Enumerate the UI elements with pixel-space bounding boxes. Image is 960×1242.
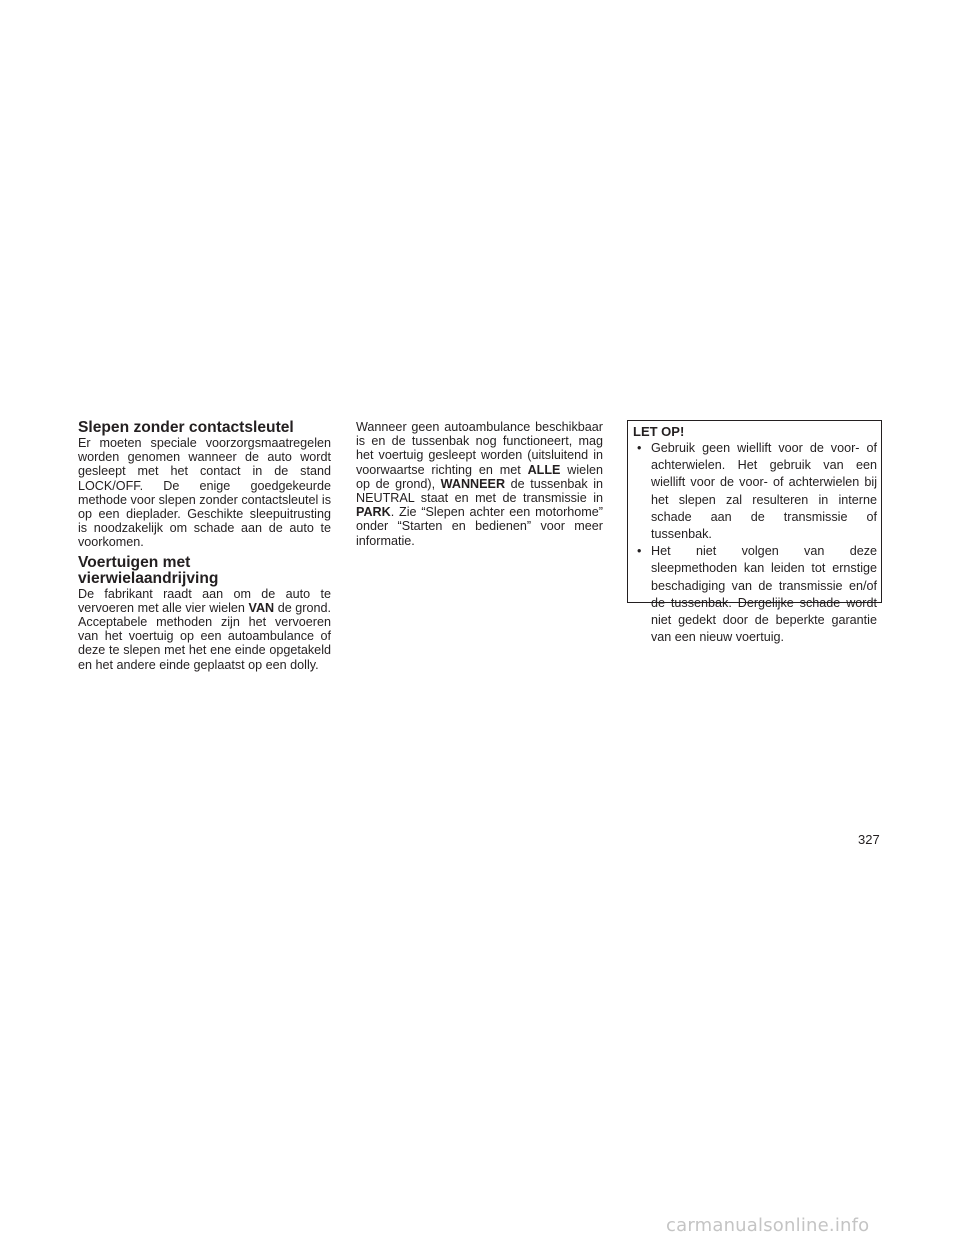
- watermark: carmanualsonline.info: [666, 1215, 870, 1236]
- left-column: [78, 420, 331, 672]
- caution-item: • Gebruik geen wiellift voor de voor- of achterwielen. Het gebruik van een wiellift voor de voor- of achterwielen bij het slepen zal resulteren in interne schade aan de transmissie of tussenbak.: [637, 441, 877, 542]
- emphasis-van: VAN: [248, 600, 275, 615]
- middle-column: [356, 420, 603, 548]
- paragraph-four-wheel-drive: De fabrikant raadt aan om de auto te vervoeren met alle vier wielen VAN de grond. Acceptabele methoden zijn het vervoeren van het voertuig op een autoambulance of deze te slepen met het ene einde opgetakeld en het andere einde geplaatst op een dolly.: [78, 586, 332, 672]
- caution-title: LET OP!: [633, 424, 685, 439]
- bullet-icon: •: [637, 544, 642, 559]
- paragraph-towing-without-key: Er moeten speciale voorzorgsmaatregelen worden genomen wanneer de auto wordt gesleept met het contact in de stand LOCK/OFF. De enige goedgekeurde methode voor slepen zonder contactsleutel is op een dieplader. Geschikte sleepuitrusting is noodzakelijk om schade aan de auto te voorkomen.: [78, 436, 331, 550]
- heading-towing-without-key: Slepen zonder contactsleutel: [78, 419, 294, 436]
- caution-box: [627, 420, 882, 645]
- caution-list: [633, 440, 877, 646]
- emphasis-wanneer: WANNEER: [440, 476, 506, 491]
- bullet-icon: •: [637, 441, 642, 455]
- page-number: 327: [858, 832, 880, 847]
- emphasis-park: PARK: [356, 505, 391, 520]
- emphasis-alle: ALLE: [527, 462, 561, 477]
- paragraph-flat-towing: Wanneer geen autoambulance beschikbaar is en de tussenbak nog functioneert, mag het voertuig gesleept worden (uitsluitend in voorwaartse richting en met ALLE wielen op de grond), WANNEER de tussenbak in NEUTRAL staat en met de transmissie in PARK. Zie “Slepen achter een motorhome” onder “Starten en bedienen” voor meer informatie.: [356, 420, 604, 548]
- heading-four-wheel-drive: Voertuigen met vierwielaandrijving: [78, 553, 219, 587]
- caution-item: • Het niet volgen van deze sleepmethoden kan leiden tot ernstige beschadiging van de transmissie en/of de tussenbak. Dergelijke schade wordt niet gedekt door de beperkte garantie van een nieuw voertuig.: [637, 544, 877, 645]
